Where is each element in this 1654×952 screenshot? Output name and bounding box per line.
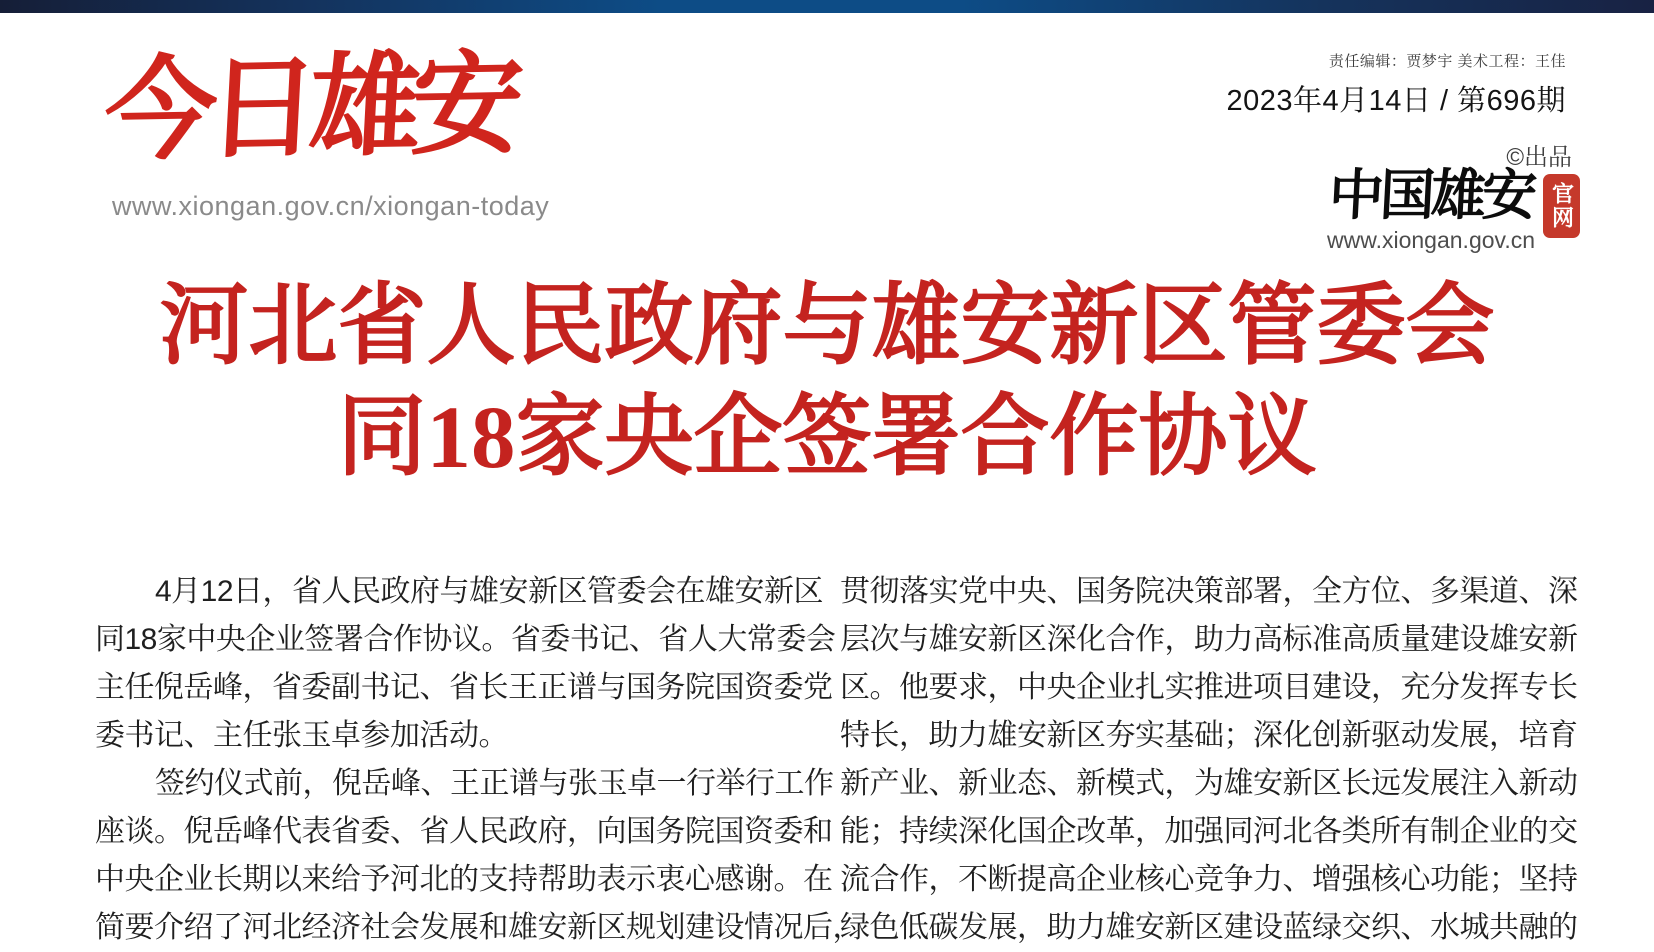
article-column-left	[95, 568, 862, 952]
paper-site-url: www.xiongan.gov.cn/xiongan-today	[112, 191, 550, 221]
body-line: 流合作，不断提高企业核心竞争力、增强核心功能；坚持	[840, 863, 1578, 896]
body-line: 主任倪岳峰，省委副书记、省长王正谱与国务院国资委党	[95, 671, 833, 704]
body-line: 签约仪式前，倪岳峰、王正谱与张玉卓一行举行工作	[155, 767, 834, 800]
body-line: 座谈。倪岳峰代表省委、省人民政府，向国务院国资委和	[95, 815, 833, 848]
body-line: 层次与雄安新区深化合作，助力高标准高质量建设雄安新	[840, 623, 1578, 656]
official-site-seal-stamp: 官网	[1543, 174, 1580, 238]
produced-by-label: ©出品	[1506, 144, 1572, 171]
article-body	[95, 568, 1578, 952]
body-line: 新产业、新业态、新模式，为雄安新区长远发展注入新动	[840, 767, 1578, 800]
body-line: 特长，助力雄安新区夯实基础；深化创新驱动发展，培育	[840, 719, 1578, 752]
editor-credits: 责任编辑：贾梦宇 美术工程：王佳	[1328, 53, 1566, 70]
body-line: 中央企业长期以来给予河北的支持帮助表示衷心感谢。在	[95, 863, 833, 896]
body-line: 委书记、主任张玉卓参加活动。	[95, 719, 508, 752]
masthead	[0, 13, 1654, 253]
headline-line-2: 同18家央企签署合作协议	[337, 389, 1317, 487]
brand-column	[1327, 165, 1535, 254]
main-headline	[60, 272, 1594, 494]
article-column-right	[840, 568, 1578, 952]
body-line: 绿色低碳发展，助力雄安新区建设蓝绿交织、水城共融的	[840, 911, 1578, 944]
brand-logo-calligraphy: 中国雄安	[1327, 165, 1535, 226]
body-line: 能；持续深化国企改革，加强同河北各类所有制企业的交	[840, 815, 1578, 848]
headline-line-1: 河北省人民政府与雄安新区管委会	[159, 278, 1495, 376]
body-line: 简要介绍了河北经济社会发展和雄安新区规划建设情况后，	[95, 911, 862, 944]
top-gradient-bar	[0, 0, 1654, 13]
paper-logo-calligraphy: 今日雄安	[101, 43, 517, 175]
brand-site-url: www.xiongan.gov.cn	[1327, 227, 1535, 253]
body-line: 4月12日，省人民政府与雄安新区管委会在雄安新区	[155, 575, 824, 608]
body-line: 贯彻落实党中央、国务院决策部署，全方位、多渠道、深	[840, 575, 1578, 608]
issue-date: 2023年4月14日 / 第696期	[1226, 85, 1566, 117]
body-line: 区。他要求，中央企业扎实推进项目建设，充分发挥专长	[840, 671, 1578, 704]
masthead-meta	[1226, 50, 1575, 254]
brand-row	[1327, 165, 1580, 254]
body-line: 同18家中央企业签署合作协议。省委书记、省人大常委会	[95, 623, 836, 656]
